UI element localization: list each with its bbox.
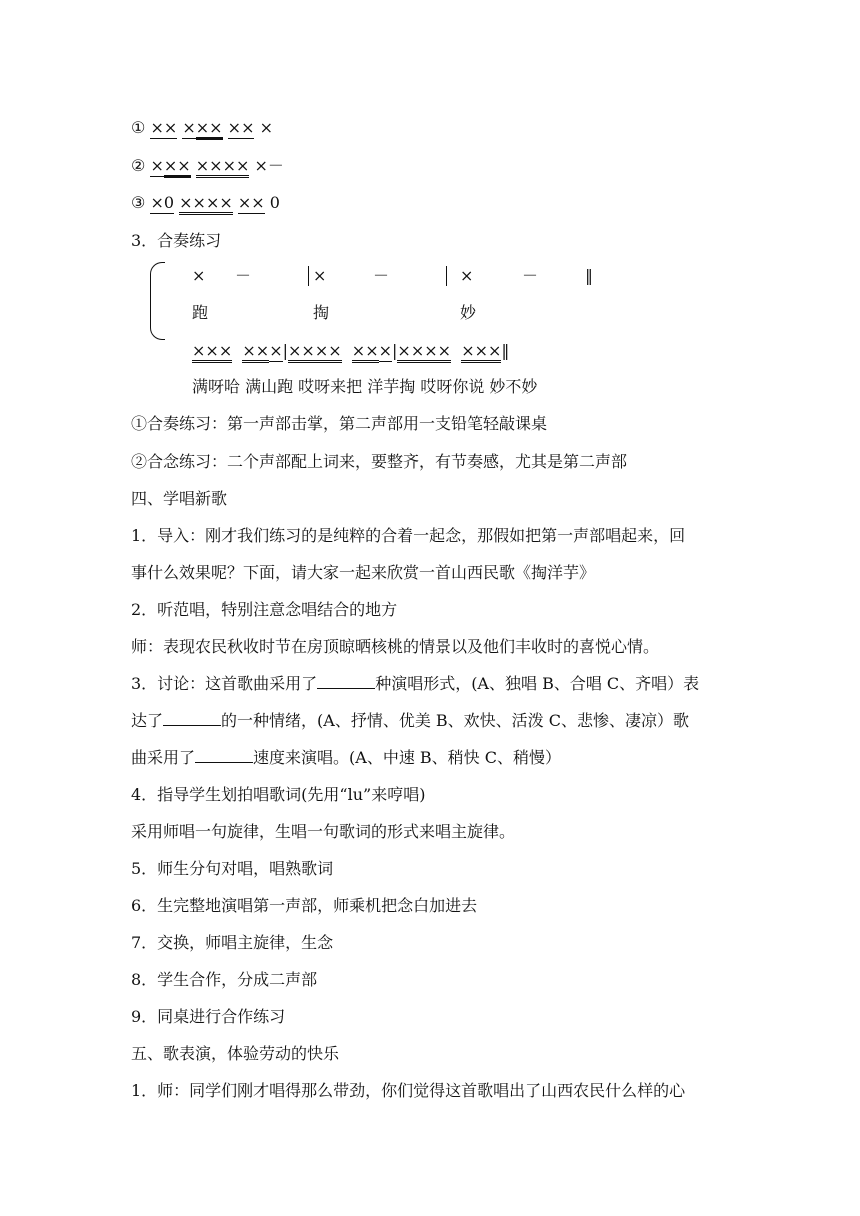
text-run: 曲采用了 <box>131 748 196 767</box>
rhythm-group: ×××× <box>196 156 250 178</box>
score-note-group: ××× <box>192 341 232 363</box>
score-lyrics-bottom: 满呀哈 满山跑 哎呀来把 洋芋掏 哎呀你说 妙不妙 <box>192 377 538 396</box>
rhythm-group: ×0 <box>150 193 175 212</box>
score-dash: － <box>522 266 539 285</box>
rhythm-group: ×× <box>227 118 255 137</box>
rhythm-number: ③ <box>131 193 146 212</box>
score-note: × <box>192 266 206 285</box>
paragraph: 事什么效果呢？下面，请大家一起来欣赏一首山西民歌《掏洋芋》 <box>131 563 596 582</box>
rhythm-group: 0 <box>269 193 280 212</box>
paragraph: 7．交换，师唱主旋律，生念 <box>131 933 334 952</box>
rhythm-group: ×× <box>237 193 265 212</box>
text-run: 达了 <box>131 711 164 730</box>
paragraph: 1．导入：刚才我们练习的是纯粹的合着一起念，那假如把第一声部唱起来，回 <box>131 526 686 545</box>
paragraph: 采用师唱一句旋律，生唱一句歌词的形式来唱主旋律。 <box>131 822 516 841</box>
score-note: × <box>460 266 474 285</box>
ensemble-heading: 3．合奏练习 <box>131 231 222 250</box>
score-row-bottom: ××× ×××|×××× ×××|×××× ×××‖ <box>192 341 509 361</box>
rhythm-group: × <box>259 118 273 137</box>
text-run: 种演唱形式，(A、独唱 B、合唱 C、齐唱）表 <box>375 674 700 693</box>
fill-blank <box>163 711 221 726</box>
rhythm-group <box>182 118 222 139</box>
text-run: 3．讨论：这首歌曲采用了 <box>131 674 318 693</box>
paragraph: 5．师生分句对唱，唱熟歌词 <box>131 859 334 878</box>
final-bar-line: ‖ <box>585 266 593 285</box>
paragraph: 1．师：同学们刚才唱得那么带劲，你们觉得这首歌唱出了山西农民什么样的心 <box>131 1081 686 1100</box>
rhythm-note: × <box>182 118 196 137</box>
section-heading: 四、学唱新歌 <box>131 489 228 508</box>
paragraph: ②合念练习：二个声部配上词来，要整齐，有节奏感，尤其是第二声部 <box>131 452 628 471</box>
rhythm-line-1 <box>131 118 273 138</box>
rhythm-number: ① <box>131 118 146 137</box>
score-lyric: 跑 <box>192 303 209 322</box>
rhythm-note: ×× <box>164 156 191 178</box>
rhythm-group: ×××× <box>179 193 233 215</box>
rhythm-line-2 <box>131 156 284 176</box>
paragraph <box>131 711 689 731</box>
rhythm-group <box>150 156 190 177</box>
score-note-group: ×××× <box>288 341 342 363</box>
score-note-group: × <box>269 341 283 360</box>
rhythm-line-3 <box>131 193 280 213</box>
score-dash: － <box>235 266 252 285</box>
fill-blank <box>317 674 375 689</box>
rhythm-number: ② <box>131 156 146 175</box>
score-note-group: ×× <box>352 341 379 363</box>
score-dash: － <box>373 266 390 285</box>
score-note-group: ×××× <box>397 341 451 363</box>
score-lyric: 掏 <box>313 303 330 322</box>
paragraph: 6．生完整地演唱第一声部，师乘机把念白加进去 <box>131 896 478 915</box>
bar-line <box>446 266 447 286</box>
paragraph: 9．同桌进行合作练习 <box>131 1007 286 1026</box>
score-note-group: ××× <box>461 341 501 363</box>
rhythm-note: ×× <box>196 118 223 140</box>
score-note: × <box>313 266 327 285</box>
rhythm-note: × <box>150 156 164 175</box>
paragraph: 8．学生合作，分成二声部 <box>131 970 318 989</box>
final-bar-line: ‖ <box>501 341 510 360</box>
paragraph: 2．听范唱，特别注意念唱结合的地方 <box>131 600 398 619</box>
paragraph: 师：表现农民秋收时节在房顶晾晒核桃的情景以及他们丰收时的喜悦心情。 <box>131 637 660 656</box>
paragraph: 4．指导学生划拍唱歌词(先用“lu”来哼唱) <box>131 785 426 804</box>
text-run: 速度来演唱。(A、中速 B、稍快 C、稍慢） <box>253 748 561 767</box>
text-run: 的一种情绪，(A、抒情、优美 B、欢快、活泼 C、悲惨、凄凉）歌 <box>221 711 689 730</box>
section-heading: 五、歌表演，体验劳动的快乐 <box>131 1044 340 1063</box>
fill-blank <box>195 748 253 763</box>
rhythm-group: ×× <box>150 118 178 137</box>
bar-line <box>308 266 309 286</box>
paragraph <box>131 674 699 694</box>
score-lyric: 妙 <box>460 303 477 322</box>
paragraph: ①合奏练习：第一声部击掌，第二声部用一支铅笔轻敲课桌 <box>131 414 548 433</box>
rhythm-group: ×－ <box>254 156 284 175</box>
score-note-group: ×× <box>242 341 269 363</box>
paragraph <box>131 748 561 768</box>
score-note-group: × <box>378 341 393 360</box>
score-brace <box>150 262 165 340</box>
